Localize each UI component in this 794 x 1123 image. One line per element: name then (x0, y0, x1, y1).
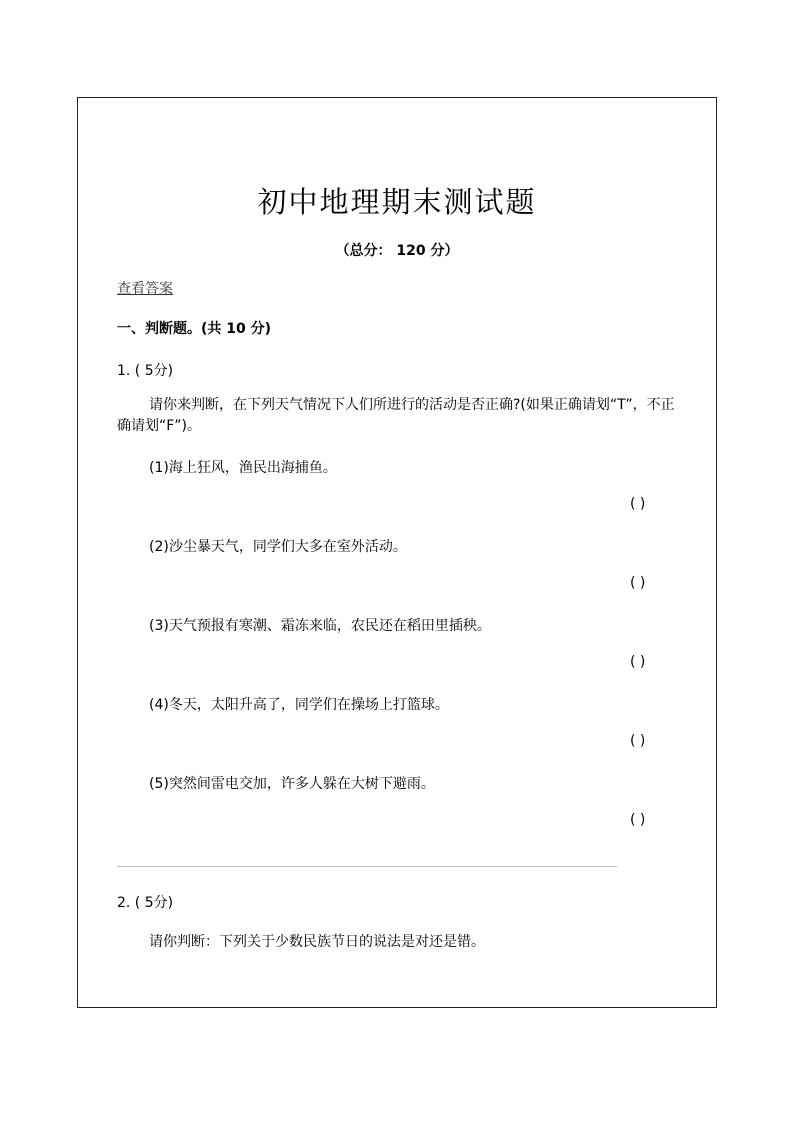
answer-blank-2[interactable]: ( ) (630, 575, 646, 591)
question-1-item-4: (4)冬天，太阳升高了，同学们在操场上打篮球。 (149, 697, 449, 713)
question-1-item-5: (5)突然间雷电交加，许多人躲在大树下避雨。 (149, 776, 435, 792)
exam-title: 初中地理期末测试题 (257, 185, 537, 219)
total-score: （总分： 120 分） (335, 243, 459, 259)
answer-blank-3[interactable]: ( ) (630, 654, 646, 670)
view-answer-link[interactable]: 查看答案 (117, 281, 173, 297)
question-1-item-2: (2)沙尘暴天气，同学们大多在室外活动。 (149, 539, 407, 555)
answer-blank-4[interactable]: ( ) (630, 733, 646, 749)
answer-blank-1[interactable]: ( ) (630, 496, 646, 512)
question-2-prompt: 请你判断：下列关于少数民族节日的说法是对还是错。 (149, 934, 485, 950)
question-1-prompt: 请你来判断，在下列天气情况下人们所进行的活动是否正确?(如果正确请划“T”，不正确请划“F”)。 (117, 397, 675, 434)
question-divider (117, 866, 617, 867)
question-2-number: 2. ( 5分) (117, 895, 174, 911)
question-1-item-1: (1)海上狂风，渔民出海捕鱼。 (149, 460, 337, 476)
exam-page-frame (77, 97, 717, 1008)
answer-blank-5[interactable]: ( ) (630, 812, 646, 828)
section-heading: 一、判断题。(共 10 分) (117, 321, 272, 337)
question-1-number: 1. ( 5分) (117, 363, 174, 379)
question-1-item-3: (3)天气预报有寒潮、霜冻来临，农民还在稻田里插秧。 (149, 618, 491, 634)
